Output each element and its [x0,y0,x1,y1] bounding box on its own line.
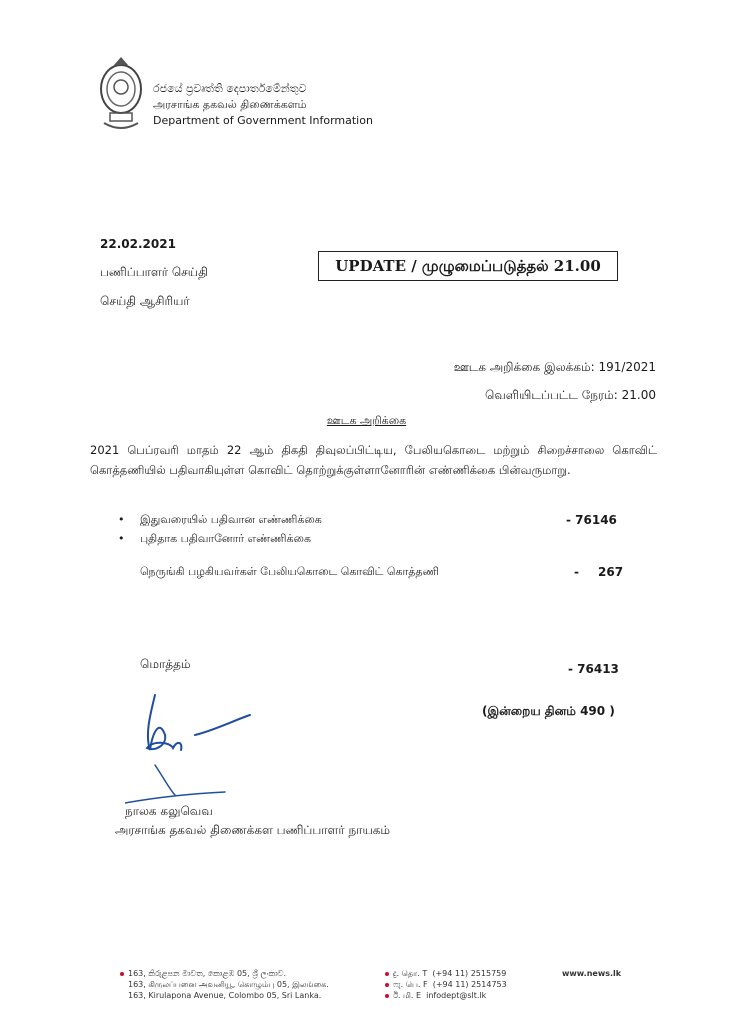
bullet-icon [120,972,124,976]
phone-label: දු. தொ. T [393,969,428,978]
media-release-heading: ஊடக அறிக்கை [326,414,407,427]
department-name-english: Department of Government Information [153,114,373,127]
address-tamil: 163, கிருலப்பனை அவனியூ, கொழும்பு 05, இலங்கை. [128,980,329,989]
government-emblem [96,55,146,135]
update-box: UPDATE / முழுமைப்படுத்தல் 21.00 [318,251,618,281]
website-link[interactable]: www.news.lk [562,969,622,978]
list-item [118,513,322,528]
document-date: 22.02.2021 [100,237,176,251]
phone-number: (+94 11) 2515759 [432,969,507,978]
email-address: infodept@slt.lk [426,991,487,1000]
total-label: மொத்தம் [140,657,191,671]
total-value: - 76413 [568,662,619,676]
address-sinhala: 163, කිරුළපන මාවත, කොළඹ 05, ශ්‍රී ලංකාව. [128,969,287,978]
phone-icon [385,972,389,976]
footer-contacts [385,968,507,1001]
email-label: ඊ. மி. E [393,991,422,1000]
recipient-line-1: பணிப்பாளர் செய்தி [100,265,208,279]
address-english: 163, Kirulapona Avenue, Colombo 05, Sri Lanka. [128,991,322,1000]
cluster-item-dash: - [574,565,579,579]
signatory-name: நாலக கலுவெவ [125,804,213,818]
today-count: (இன்றைய தினம் 490 ) [482,704,615,718]
release-time: வெளியிடப்பட்ட நேரம்: 21.00 [484,388,656,402]
fax-icon [385,983,389,987]
bullet-label: புதிதாக பதிவானோர் எண்ணிக்கை [140,532,312,545]
fax-number: (+94 11) 2514753 [432,980,507,989]
cluster-item-value: 267 [598,565,624,579]
fax-label: ෆැ. பெ. F [393,980,428,989]
bullet-icon: • [118,513,125,526]
department-name-tamil: அரசாங்க தகவல் திணைக்களம் [153,98,307,111]
signature-image [125,690,265,819]
email-icon [385,994,389,998]
department-name-sinhala: රජයේ ප්‍රවෘත්ති දෙපාර්තමේන්තුව [153,82,307,95]
release-number: ஊடக அறிக்கை இலக்கம்: 191/2021 [453,360,656,374]
recipient-line-2: செய்தி ஆசிரியர் [100,294,190,308]
signatory-title: அரசாங்க தகவல் திணைக்கள பணிப்பாளர் நாயகம் [115,823,391,837]
intro-paragraph: 2021 பெப்ரவரி மாதம் 22 ஆம் திகதி திவுலப்பிட்டிய, பேலியகொடை மற்றும் சிறைச்சாலை கொவிட் கொத்தணியில் பதிவாகியுள்ள கொவிட் தொற்றுக்குள்ளானோரின் எண்ணிக்கை பின்வருமாறு. [90,443,657,477]
bullet-icon: • [118,532,125,545]
footer-address [120,968,329,1001]
department-header [153,81,373,129]
bullet-value: - 76146 [566,513,617,527]
cluster-item-label: நெருங்கி பழகியவர்கள் பேலியகொடை கொவிட் கொத்தணி [140,565,439,578]
list-item [118,532,311,547]
bullet-label: இதுவரையில் பதிவான எண்ணிக்கை [140,513,322,526]
